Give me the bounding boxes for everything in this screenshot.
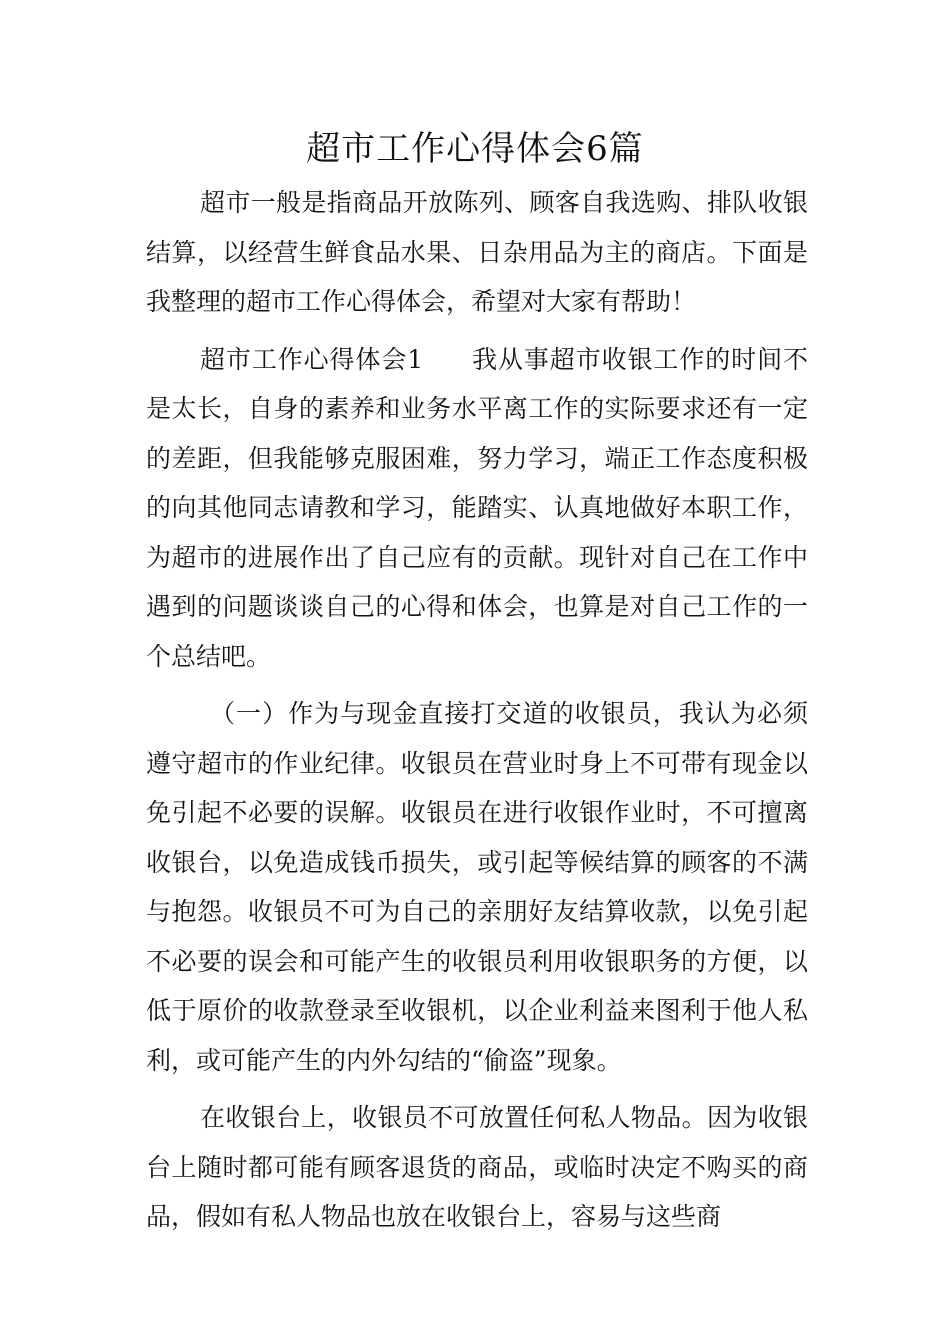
intro-paragraph: 超市一般是指商品开放陈列、顾客自我选购、排队收银结算，以经营生鲜食品水果、日杂用品为主的商店。下面是我整理的超市工作心得体会，希望对大家有帮助！ — [146, 188, 808, 316]
document-body — [146, 178, 808, 1242]
section-1-paragraph — [146, 335, 808, 682]
section-1-heading: 超市工作心得体会1 — [200, 344, 424, 374]
paragraph-two: 在收银台上，收银员不可放置任何私人物品。因为收银台上随时都可能有顾客退货的商品，或临时决定不购买的商品，假如有私人物品也放在收银台上，容易与这些商 — [146, 1103, 808, 1231]
paragraph-one: （一）作为与现金直接打交道的收银员，我认为必须遵守超市的作业纪律。收银员在营业时身上不可带有现金以免引起不必要的误解。收银员在进行收银作业时，不可擅离收银台，以免造成钱币损失，或引起等候结算的顾客的不满与抱怨。收银员不可为自己的亲朋好友结算收款，以免引起不必要的误会和可能产生的收银员利用收银职务的方便，以低于原价的收款登录至收银机，以企业利益来图利于他人私利，或可能产生的内外勾结的“偷盗”现象。 — [146, 699, 808, 1075]
section-1-text: 我从事超市收银工作的时间不是太长，自身的素养和业务水平离工作的实际要求还有一定的差距，但我能够克服困难，努力学习，端正工作态度积极的向其他同志请教和学习，能踏实、认真地做好本职工作，为超市的进展作出了自己应有的贡献。现针对自己在工作中遇到的问题谈谈自己的心得和体会，也算是对自己工作的一个总结吧。 — [146, 344, 808, 671]
document-title: 超市工作心得体会6篇 — [306, 129, 644, 169]
